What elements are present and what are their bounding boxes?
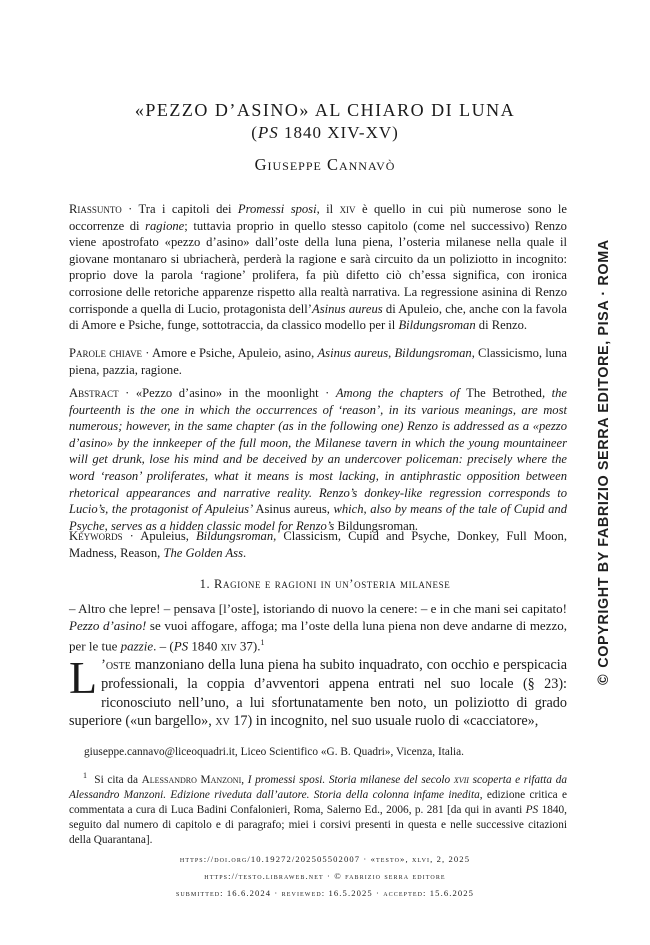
copyright-icon: © [596,673,612,685]
footnote-ref[interactable]: 1 [260,637,265,647]
keywords-label: Keywords [69,529,123,543]
section-heading: 1. Ragione e ragioni in un’osteria milanese [199,577,451,591]
footnote-number: 1 [83,771,87,780]
subtitle-italic: PS [257,123,279,142]
article-subtitle: (PS 1840 XIV-XV) [251,123,399,142]
abstract-paragraph: Abstract · «Pezzo d’asino» in the moonlight · Among the chapters of The Betrothed, the fourteenth is the one in which the occurrences of ‘reason’, in its various meanings, are most numerous; however, in the same chapter (as in the following one) Renzo is addressed as a «pezzo d’asino» by the innkeeper of the full moon, the Milanese tavern in which the young mountaineer will get drunk, lose his mind and be deceived by an undercover policeman: precisely where the word ‘reason’ proliferates, what it means is most lacking, in antiphrastic opposition between rhetorical appearances and narrative reality. Renzo’s donkey-like regression corresponds to Lucio’s, the protagonist of Apuleius’ Asinus aureus, which, also by means of the tale of Cupid and Psyche, serves as a hidden classic model for Renzo’s Bildungsroman. [69,386,568,533]
epigraph-quote: – Altro che lepre! – pensava [l’oste], istoriando di nuovo la cenere: – e in che mani sei capitato! Pezzo d’asino! se vuoi affogare, affoga; ma l’oste della luna piena non deve andarne di mezzo, per le tue pazzie. – (PS 1840 xiv 37).$^1$ [69,601,567,653]
author-email-note: giuseppe.cannavo@liceoquadri.it, Liceo Scientifico «G. B. Quadri», Vicenza, Italia. [84,746,464,758]
parole-chiave-label: Parole chiave [69,346,143,360]
footnote-1: $^1$ Si cita da Alessandro Manzoni, I promessi sposi. Storia milanese del secolo xvii scoperta e rifatta da Alessandro Manzoni. Edizione riveduta dall’autore. Storia della colonna infame inedita, edizione critica e commentata a cura di Luca Badini Confalonieri, Roma, Salerno Ed., 2006, p. 281 [da qui in avanti PS 1840, seguito dal numero di capitolo e di paragrafo; miei i corsivi presenti in questa e nelle successive citazioni della Quarantana]. [69,771,567,846]
riassunto-paragraph: Riassunto · Tra i capitoli dei Promessi sposi, il xiv è quello in cui più numerose sono le occorrenze di ragione; tuttavia proprio in quello stesso capitolo (come nel successivo) Renzo viene apostrofato «pezzo d’asino» dall’oste della luna piena, l’osteria milanese nella quale il giovane montanaro si ubriacherà, perderà la ragione e sarà circuito da un poliziotto in incognito: proprio dove la parola ‘ragione’ prolifera, fa più difetto ciò ch’essa significa, con ironica corrosione delle retoriche apparenze rispetto alla realtà narrativa. La regressione asinina di Renzo corrisponde a quella di Lucio, protagonista dell’Asinus aureus di Apuleio, che, anche con la favola di Amore e Psiche, funge, sottotraccia, da classico modello per il Bildungsroman di Renzo. [69,202,568,333]
author-name: Giuseppe Cannavò [254,155,396,174]
drop-cap: L [69,652,98,703]
copyright-sidebar: ©COPYRIGHT BY FABRIZIO SERRA EDITORE, PISA · ROMA [596,239,612,685]
riassunto-label: Riassunto [69,202,122,216]
keywords-paragraph: Keywords · Apuleius, Bildungsroman, Classicism, Cupid and Psyche, Donkey, Full Moon, Madness, Reason, The Golden Ass. [69,529,567,560]
parole-chiave-paragraph: Parole chiave · Amore e Psiche, Apuleio, asino, Asinus aureus, Bildungsroman, Classicismo, luna piena, pazzia, ragione. [69,346,567,377]
abstract-label: Abstract [69,386,119,400]
article-title: «PEZZO D’ASINO» AL CHIARO DI LUNA [134,100,516,120]
website-line: https://testo.libraweb.net · © fabrizio serra editore [204,871,446,881]
body-paragraph: L ’oste manzoniano della luna piena ha subito inquadrato, con occhio e perspicacia professionali, la coppia d’avventori appena entrati nel suo locale (§ 23): riconosciuto nell’uno, a lui sfortunatamente ben noto, un poliziotto di grado superiore («un bargello», xv 17) in incognito, nel suo usuale ruolo di «cacciatore», [69,652,567,730]
doi-line: https://doi.org/10.19272/202505502007 · «testo», xlvi, 2, 2025 [179,854,471,864]
dates-line: submitted: 16.6.2024 · reviewed: 16.5.2025 · accepted: 15.6.2025 [175,888,475,898]
